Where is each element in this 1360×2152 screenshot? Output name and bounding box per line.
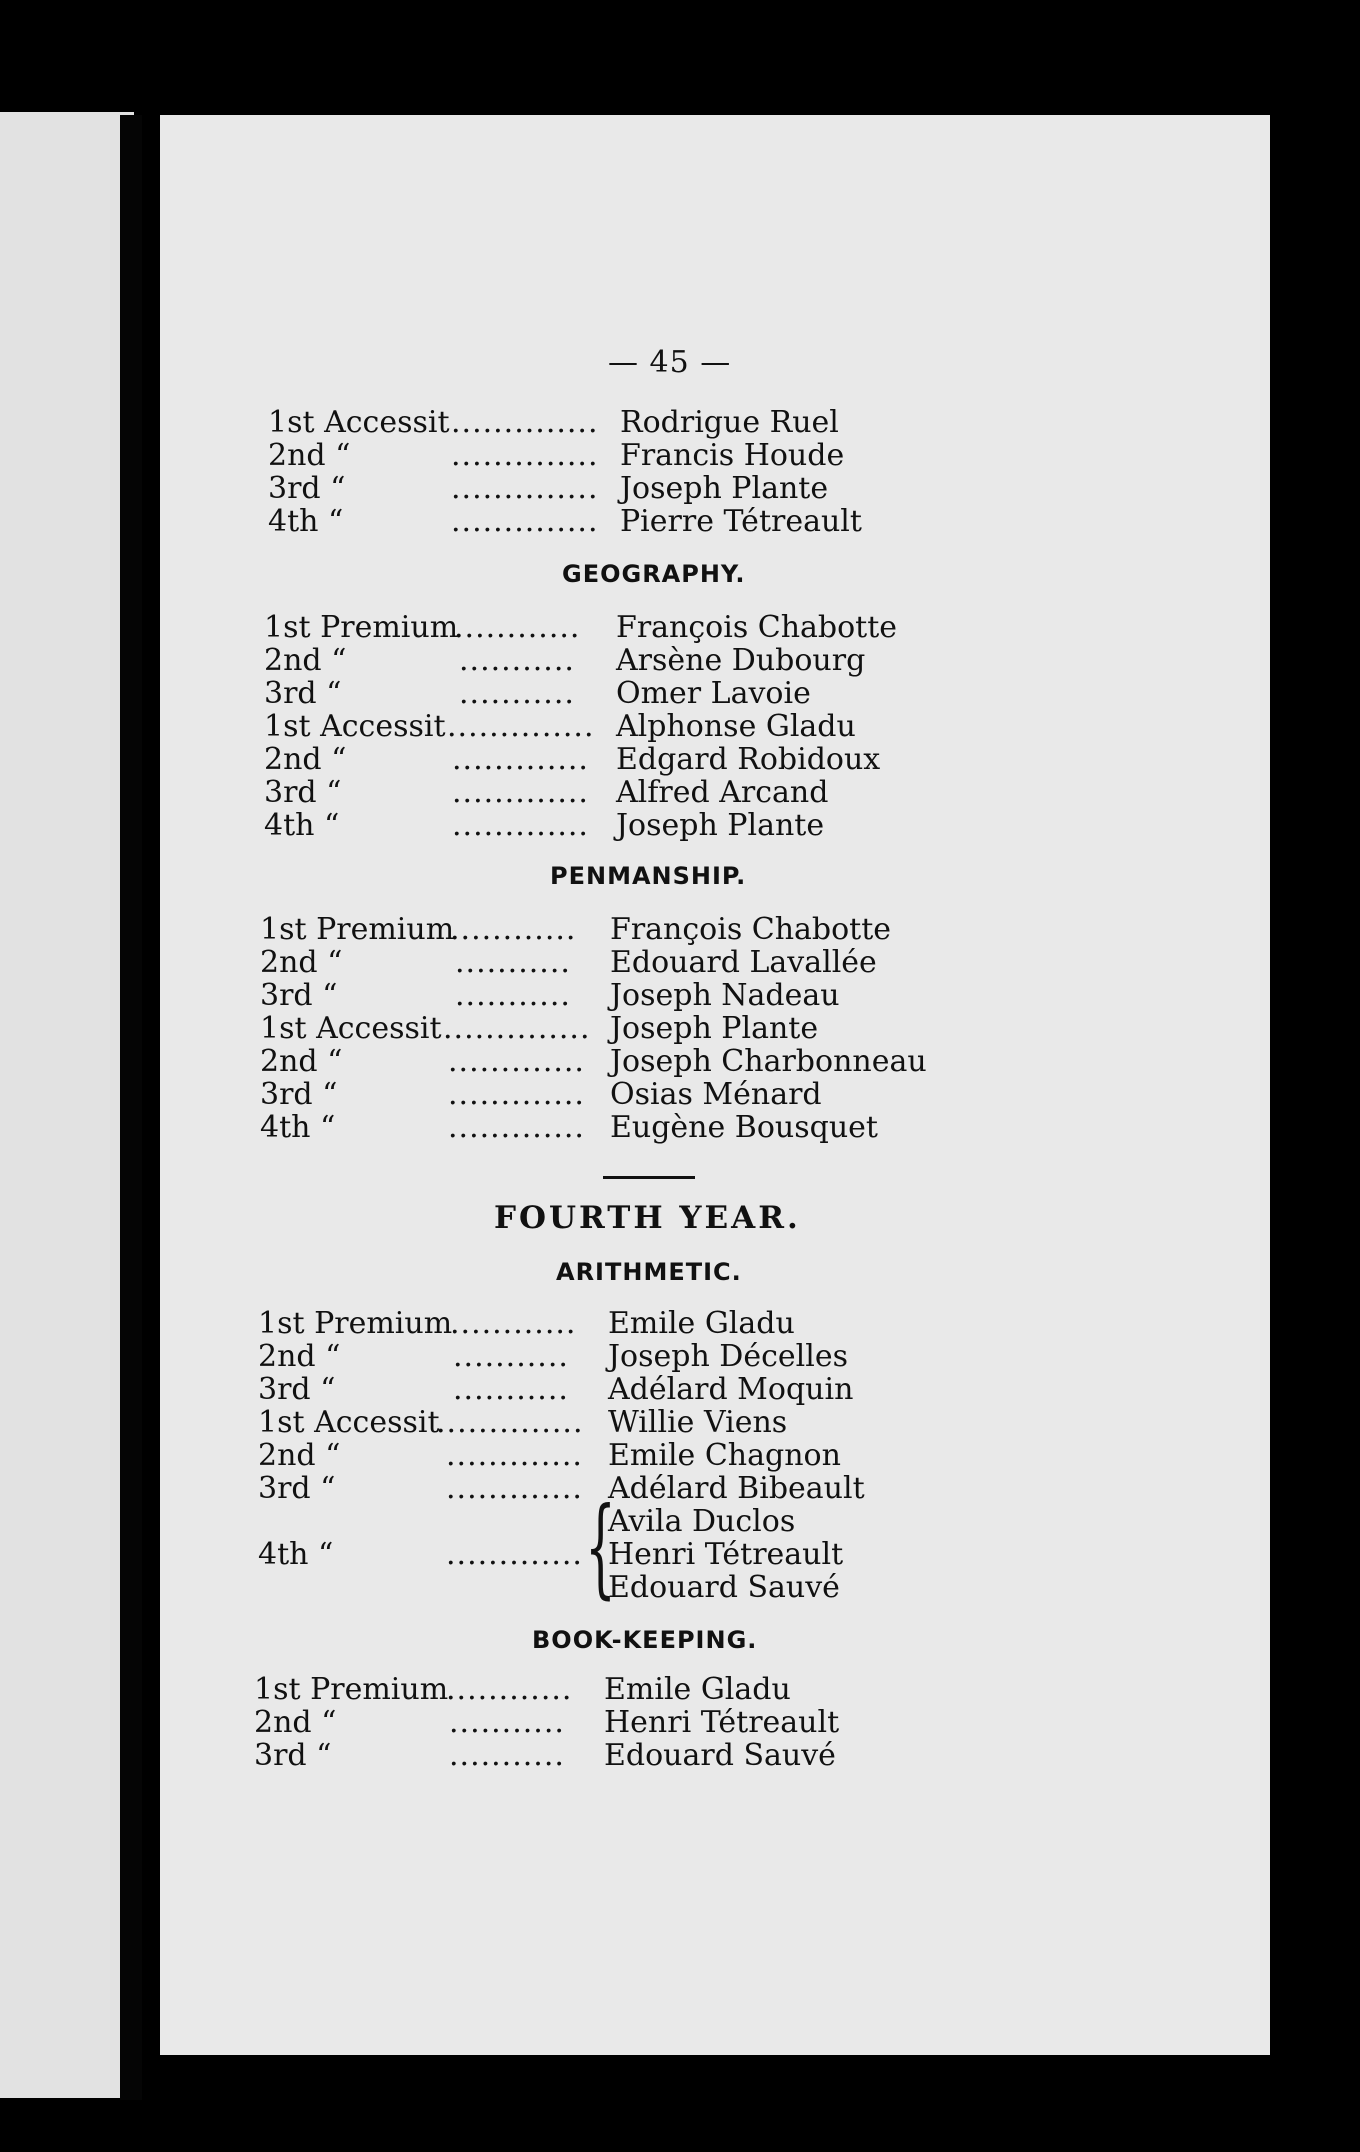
section-divider: [603, 1176, 695, 1179]
list-item: [260, 978, 920, 1012]
list-item: [264, 643, 924, 677]
page-number: — 45 —: [608, 345, 732, 380]
leader-dots: ............: [450, 912, 577, 947]
list-item: [268, 471, 928, 505]
rank-label: 2nd “: [258, 1438, 341, 1473]
list-item: [260, 1110, 920, 1144]
student-name: Omer Lavoie: [616, 676, 811, 711]
list-item: [258, 1405, 918, 1439]
list-item: [260, 945, 920, 979]
list-item: [268, 504, 928, 538]
student-name: Edgard Robidoux: [616, 742, 881, 777]
student-name: Edouard Sauvé: [608, 1570, 840, 1605]
student-name: Henri Tétreault: [608, 1537, 844, 1572]
student-name: Emile Gladu: [608, 1306, 795, 1341]
student-name: Joseph Charbonneau: [610, 1044, 927, 1079]
student-name: Edouard Sauvé: [604, 1738, 836, 1773]
list-item: [258, 1438, 918, 1472]
list-item: [260, 1044, 940, 1078]
list-item: [258, 1339, 918, 1373]
list-item: [254, 1705, 914, 1739]
rank-label: 2nd “: [264, 742, 347, 777]
leader-dots: ..............: [436, 1405, 584, 1440]
student-name: Avila Duclos: [608, 1504, 796, 1539]
rank-label: 1st Accessit: [258, 1405, 440, 1440]
student-name: Adélard Bibeault: [608, 1471, 865, 1506]
student-name: Rodrigue Ruel: [620, 405, 839, 440]
student-name: Alfred Arcand: [616, 775, 829, 810]
leader-dots: .............: [446, 1471, 583, 1506]
rank-label: 2nd “: [254, 1705, 337, 1740]
leader-dots: ...........: [453, 1339, 569, 1374]
leader-dots-row: [446, 1537, 596, 1571]
rank-label: 1st Premium: [258, 1306, 453, 1341]
rank-label: 1st Premium: [264, 610, 459, 645]
rank-label: 2nd “: [258, 1339, 341, 1374]
rank-label: 4th “: [268, 504, 344, 539]
list-item: [258, 1306, 918, 1340]
student-name: Emile Chagnon: [608, 1438, 841, 1473]
rank-label: 3rd “: [258, 1471, 336, 1506]
list-item: [608, 1570, 908, 1604]
rank-label: 3rd “: [258, 1372, 336, 1407]
leader-dots: .............: [452, 808, 589, 843]
rank-label: 2nd “: [268, 438, 351, 473]
leader-dots: ...........: [455, 945, 571, 980]
leader-dots: ..............: [451, 471, 599, 506]
rank-label: 4th “: [258, 1537, 334, 1572]
leader-dots: ...........: [453, 1372, 569, 1407]
rank-label: 2nd “: [264, 643, 347, 678]
leader-dots: ..............: [443, 1011, 591, 1046]
list-item: [260, 1011, 920, 1045]
list-item: [264, 610, 924, 644]
leader-dots: ............: [454, 610, 581, 645]
leader-dots: ..............: [451, 438, 599, 473]
list-item: [260, 912, 920, 946]
student-name: Joseph Plante: [620, 471, 829, 506]
list-item: [264, 709, 924, 743]
leader-dots: ...........: [449, 1738, 565, 1773]
rank-label: 3rd “: [254, 1738, 332, 1773]
student-name: Joseph Plante: [610, 1011, 819, 1046]
leader-dots: .............: [452, 742, 589, 777]
section-title-bookkeeping: BOOK-KEEPING.: [532, 1626, 758, 1654]
list-item: [258, 1372, 918, 1406]
rank-label: 4th “: [264, 808, 340, 843]
student-name: Pierre Tétreault: [620, 504, 862, 539]
rank-label: 1st Accessit: [268, 405, 450, 440]
leader-dots: .............: [448, 1110, 585, 1145]
list-item: [254, 1738, 914, 1772]
list-item: [608, 1537, 908, 1571]
rank-label: 3rd “: [264, 676, 342, 711]
facing-page-edge: [0, 112, 134, 2098]
student-name: Willie Viens: [608, 1405, 788, 1440]
student-name: Arsène Dubourg: [616, 643, 866, 678]
leader-dots: ..............: [451, 504, 599, 539]
leader-dots: .............: [448, 1044, 585, 1079]
leader-dots: .............: [452, 775, 589, 810]
section-title-arithmetic: ARITHMETIC.: [556, 1258, 742, 1286]
leader-dots: .............: [448, 1077, 585, 1112]
list-item: [608, 1504, 908, 1538]
student-name: Joseph Plante: [616, 808, 825, 843]
student-name: Osias Ménard: [610, 1077, 822, 1112]
student-name: Eugène Bousquet: [610, 1110, 878, 1145]
rank-label: 4th “: [260, 1110, 336, 1145]
student-name: Joseph Décelles: [608, 1339, 848, 1374]
rank-label: 1st Premium: [254, 1672, 449, 1707]
rank-label: 2nd “: [260, 945, 343, 980]
student-name: Francis Houde: [620, 438, 845, 473]
section-title-geography: GEOGRAPHY.: [562, 560, 746, 588]
list-item: [260, 1077, 920, 1111]
student-name: François Chabotte: [610, 912, 892, 947]
leader-dots: ...........: [459, 676, 575, 711]
leader-dots: .............: [446, 1537, 583, 1572]
leader-dots: ..............: [451, 405, 599, 440]
student-name: Emile Gladu: [604, 1672, 791, 1707]
student-name: Adélard Moquin: [608, 1372, 854, 1407]
section-title-penmanship: PENMANSHIP.: [550, 862, 747, 890]
list-item: [268, 438, 928, 472]
student-name: Edouard Lavallée: [610, 945, 877, 980]
list-item: [264, 808, 924, 842]
list-item: [264, 775, 924, 809]
brace-icon: {: [585, 1485, 616, 1610]
leader-dots: ...........: [459, 643, 575, 678]
rank-label: 2nd “: [260, 1044, 343, 1079]
rank-label: 3rd “: [264, 775, 342, 810]
rank-label: 1st Accessit: [264, 709, 446, 744]
leader-dots: ............: [446, 1672, 573, 1707]
rank-label: 3rd “: [260, 1077, 338, 1112]
book-gutter: [120, 115, 142, 2100]
leader-dots: ..............: [447, 709, 595, 744]
list-item: [264, 676, 924, 710]
student-name: François Chabotte: [616, 610, 898, 645]
leader-dots: ............: [450, 1306, 577, 1341]
leader-dots: .............: [446, 1438, 583, 1473]
list-item: [268, 405, 928, 439]
student-name: Alphonse Gladu: [616, 709, 856, 744]
rank-label: 3rd “: [260, 978, 338, 1013]
list-item: [264, 742, 924, 776]
list-item-tied: [258, 1537, 458, 1571]
year-heading: FOURTH YEAR.: [494, 1200, 801, 1236]
student-name: Henri Tétreault: [604, 1705, 840, 1740]
leader-dots: ...........: [455, 978, 571, 1013]
leader-dots: ...........: [449, 1705, 565, 1740]
rank-label: 1st Premium: [260, 912, 455, 947]
list-item: [254, 1672, 914, 1706]
student-name: Joseph Nadeau: [610, 978, 840, 1013]
rank-label: 3rd “: [268, 471, 346, 506]
rank-label: 1st Accessit: [260, 1011, 442, 1046]
